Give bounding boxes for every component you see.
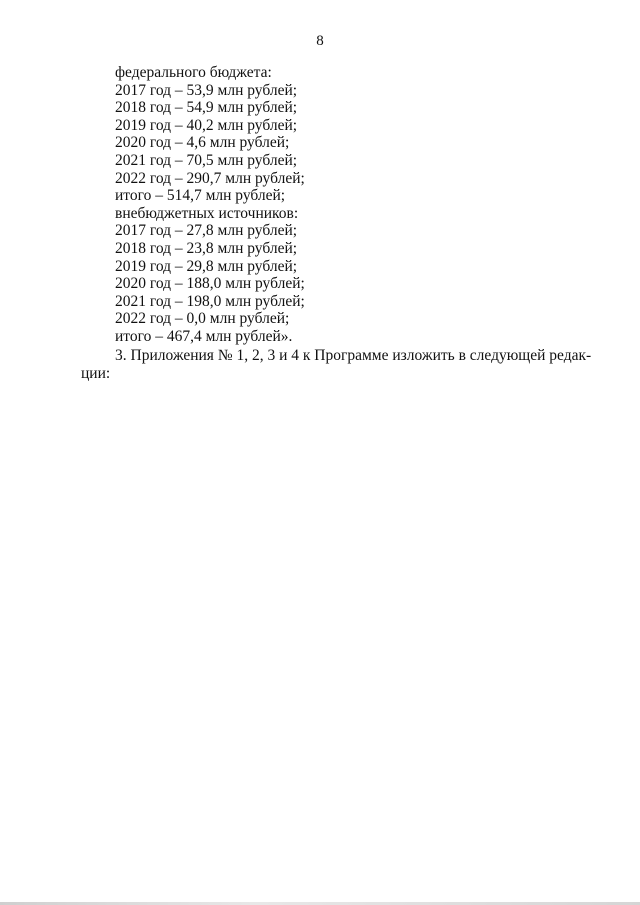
list-line-federal-2017: 2017 год – 53,9 млн рублей; [115, 81, 298, 99]
paragraph-line-1: 3. Приложения № 1, 2, 3 и 4 к Программе изложить в следующей редак- [115, 347, 592, 364]
list-line-extrabudget-2017: 2017 год – 27,8 млн рублей; [115, 222, 298, 240]
list-line-federal-2021: 2021 год – 70,5 млн рублей; [115, 151, 298, 169]
paragraph-appendices [81, 347, 601, 382]
list-line-federal-2022: 2022 год – 290,7 млн рублей; [115, 169, 305, 187]
list-line-extrabudget-heading: внебюджетных источников: [115, 204, 299, 222]
list-line-federal-2019: 2019 год – 40,2 млн рублей; [115, 116, 298, 134]
list-line-extrabudget-total: итого – 467,4 млн рублей». [115, 327, 293, 345]
list-line-federal-heading: федерального бюджета: [115, 64, 272, 81]
budget-list [115, 64, 595, 346]
list-line-extrabudget-2021: 2021 год – 198,0 млн рублей; [115, 292, 305, 310]
list-line-extrabudget-2020: 2020 год – 188,0 млн рублей; [115, 275, 305, 293]
list-line-extrabudget-2022: 2022 год – 0,0 млн рублей; [115, 310, 290, 328]
list-line-federal-total: итого – 514,7 млн рублей; [115, 187, 286, 205]
list-line-federal-2020: 2020 год – 4,6 млн рублей; [115, 134, 290, 152]
list-line-extrabudget-2018: 2018 год – 23,8 млн рублей; [115, 239, 298, 257]
list-line-extrabudget-2019: 2019 год – 29,8 млн рублей; [115, 257, 298, 275]
page-number: 8 [316, 33, 324, 49]
paragraph-line-2: ции: [81, 364, 111, 382]
list-line-federal-2018: 2018 год – 54,9 млн рублей; [115, 99, 298, 117]
